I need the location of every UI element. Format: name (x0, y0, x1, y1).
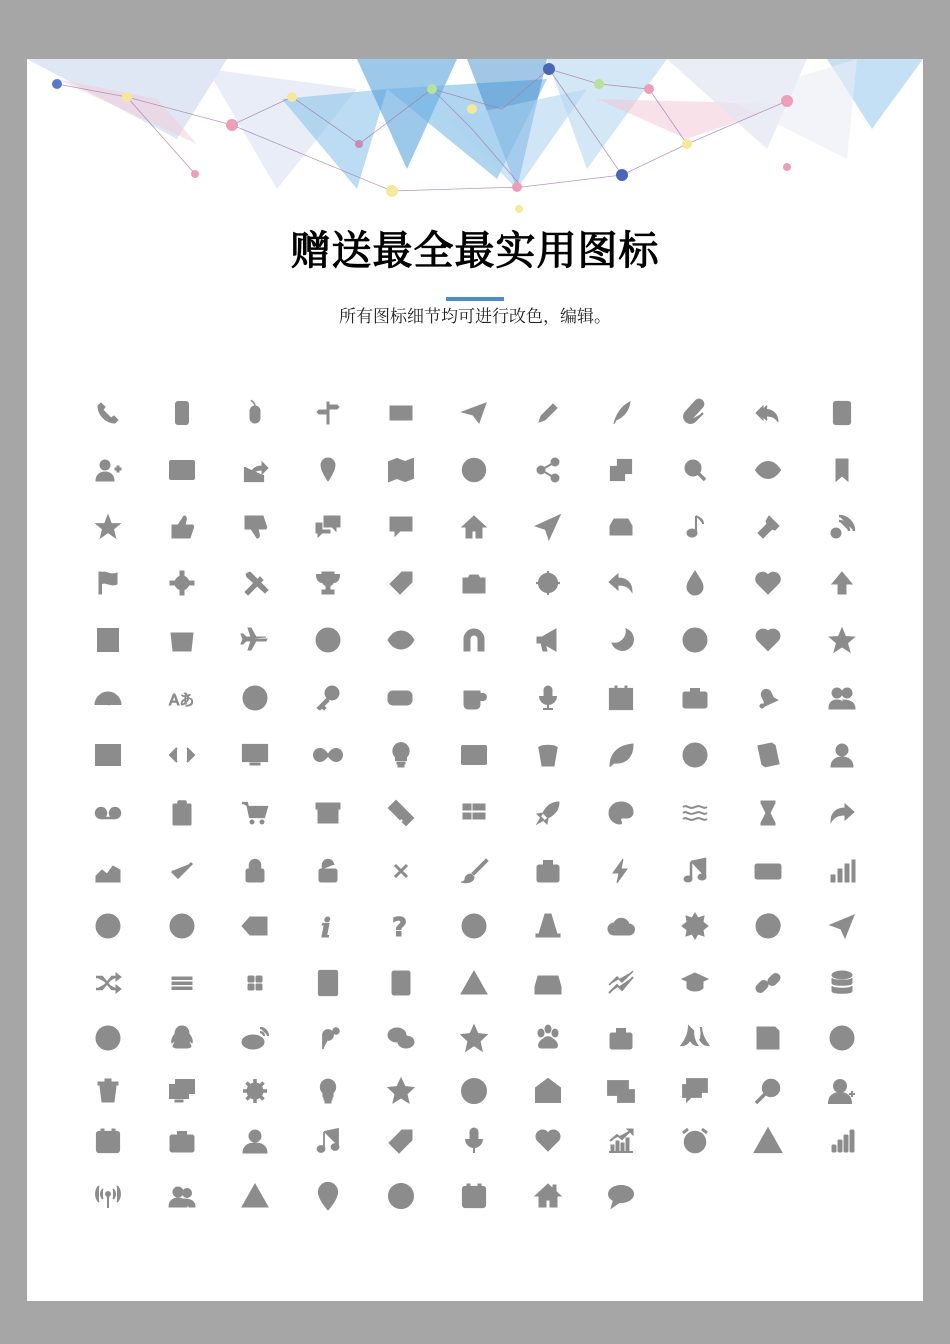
clipboard-icon (167, 798, 197, 828)
alarm-clock-icon (680, 1126, 710, 1156)
flag-icon (93, 568, 123, 598)
calendar-icon (606, 683, 636, 713)
flashlight-icon (753, 512, 783, 542)
svg-text:?: ? (392, 913, 408, 941)
monitor-icon (240, 740, 270, 770)
drive-icon (533, 968, 563, 998)
info-icon (313, 911, 343, 941)
screens-icon (167, 1076, 197, 1106)
weibo-icon (240, 1023, 270, 1053)
save-icon (753, 1023, 783, 1053)
group-icon (167, 1181, 197, 1211)
price-tag-icon (386, 1126, 416, 1156)
unlock-icon (313, 856, 343, 886)
cancel-circle-icon (93, 911, 123, 941)
user-add-icon (827, 1076, 857, 1106)
bell-icon (753, 683, 783, 713)
lifebuoy-icon (313, 625, 343, 655)
credit-card-icon (459, 740, 489, 770)
paperclip-icon (680, 398, 710, 428)
luggage-icon (533, 856, 563, 886)
poster-page (27, 59, 923, 1301)
check-icon (167, 856, 197, 886)
briefcase-icon (680, 683, 710, 713)
svg-text:i: i (321, 914, 331, 941)
chat-box-icon (680, 1076, 710, 1106)
palette-icon (606, 798, 636, 828)
drop-icon (680, 568, 710, 598)
warning-icon (459, 968, 489, 998)
location-icon (313, 1181, 343, 1211)
music-double-icon (313, 1126, 343, 1156)
camera-icon (459, 568, 489, 598)
map-icon (386, 455, 416, 485)
calendar-day-icon (93, 1126, 123, 1156)
eye-icon (386, 625, 416, 655)
bookmark-icon (827, 455, 857, 485)
key-icon (313, 683, 343, 713)
leaf-icon (606, 740, 636, 770)
magnet-icon (459, 625, 489, 655)
svg-text:1: 1 (104, 1139, 114, 1154)
ticket-icon (386, 798, 416, 828)
cog-icon (240, 1076, 270, 1106)
gear-icon (167, 568, 197, 598)
traffic-cone-icon (533, 911, 563, 941)
gauge-icon (93, 683, 123, 713)
basketball-icon (240, 683, 270, 713)
alert-triangle-icon (240, 1181, 270, 1211)
rss-icon (827, 512, 857, 542)
inbox-icon (606, 512, 636, 542)
reply-icon (606, 568, 636, 598)
hourglass-icon (753, 798, 783, 828)
home-icon (459, 512, 489, 542)
navigation-icon (533, 512, 563, 542)
growth-chart-icon (606, 1126, 636, 1156)
renren-icon (680, 1023, 710, 1053)
voicemail-icon (93, 798, 123, 828)
duplicate-icon (606, 455, 636, 485)
rocket-icon (533, 798, 563, 828)
archive-icon (313, 798, 343, 828)
star-outline-icon (93, 512, 123, 542)
question-icon (386, 911, 416, 941)
bulb-icon (313, 1076, 343, 1106)
medkit-icon (167, 1126, 197, 1156)
battery-charge-icon (386, 683, 416, 713)
mail-icon (386, 398, 416, 428)
user-card-icon (240, 1126, 270, 1156)
airplane-icon (240, 625, 270, 655)
tools-icon (240, 568, 270, 598)
disc-icon (680, 625, 710, 655)
thumbs-down-icon (240, 512, 270, 542)
target-icon (533, 568, 563, 598)
help-circle-icon (459, 911, 489, 941)
wechat-icon (386, 1023, 416, 1053)
map-pin-icon (313, 455, 343, 485)
code-icon (167, 740, 197, 770)
suitcase-icon (606, 1023, 636, 1053)
speech-icon (606, 1181, 636, 1211)
svg-text:Aあ: Aあ (169, 691, 195, 709)
chat-bubbles-icon (313, 512, 343, 542)
graduation-cap-icon (680, 968, 710, 998)
share-nodes-icon (533, 455, 563, 485)
arrow-up-icon (827, 568, 857, 598)
database-icon (827, 968, 857, 998)
heart-solid-icon (533, 1126, 563, 1156)
globe-icon (680, 740, 710, 770)
paper-plane-icon (459, 398, 489, 428)
infinity-icon (313, 740, 343, 770)
star-solid-icon (386, 1076, 416, 1106)
svg-text:!: ! (692, 920, 698, 934)
page-title: 赠送最全最实用图标 (290, 228, 660, 274)
phone-icon (93, 398, 123, 428)
browser-window-icon (93, 740, 123, 770)
translate-icon (167, 683, 197, 713)
clock-icon (827, 1023, 857, 1053)
cloud-flash-icon (606, 911, 636, 941)
bag-icon (167, 625, 197, 655)
waves-icon (680, 798, 710, 828)
music-note-icon (680, 512, 710, 542)
search-icon (753, 1076, 783, 1106)
mail-stack-icon (606, 1076, 636, 1106)
brush-icon (459, 856, 489, 886)
lightbulb-icon (386, 740, 416, 770)
flash-icon (606, 856, 636, 886)
heart-outline-icon (753, 625, 783, 655)
feather-icon (606, 398, 636, 428)
signal-icon (827, 1126, 857, 1156)
line-chart-icon (606, 968, 636, 998)
music-icon (680, 856, 710, 886)
trash-icon (93, 1076, 123, 1106)
signpost-icon (313, 398, 343, 428)
page-subtitle: 所有图标细节均可进行改色，编辑。 (339, 307, 611, 327)
house-icon (533, 1181, 563, 1211)
mic-icon (459, 1126, 489, 1156)
starburst-icon (680, 911, 710, 941)
chat-icon (386, 512, 416, 542)
qq-icon (167, 1023, 197, 1053)
star-icon (827, 625, 857, 655)
list-icon (459, 798, 489, 828)
send-icon (827, 911, 857, 941)
tag-icon (386, 568, 416, 598)
tablet-icon (827, 398, 857, 428)
heart-icon (753, 568, 783, 598)
alert-icon (753, 1126, 783, 1156)
contact-card-icon (167, 455, 197, 485)
date-icon (459, 1181, 489, 1211)
link-icon (753, 968, 783, 998)
lock-icon (240, 856, 270, 886)
close-icon (386, 856, 416, 886)
star-badge-icon (459, 1023, 489, 1053)
user-icon (827, 740, 857, 770)
microphone-icon (533, 683, 563, 713)
book-icon (753, 740, 783, 770)
forward-icon (827, 798, 857, 828)
text-file-icon (386, 968, 416, 998)
area-chart-icon (93, 856, 123, 886)
backspace-icon (240, 911, 270, 941)
pie-chart-icon (753, 911, 783, 941)
bucket-icon (533, 740, 563, 770)
globe-heart-icon (459, 1076, 489, 1106)
reply-all-icon (753, 398, 783, 428)
eye-refresh-icon (753, 455, 783, 485)
mouse-icon (240, 398, 270, 428)
svg-text:?: ? (468, 917, 479, 938)
keyboard-icon (753, 856, 783, 886)
moon-icon (606, 625, 636, 655)
aperture-icon (93, 1023, 123, 1053)
users-icon (827, 683, 857, 713)
antenna-icon (93, 1181, 123, 1211)
icon-grid (27, 59, 923, 1301)
megaphone-icon (533, 625, 563, 655)
thumbs-up-icon (167, 512, 197, 542)
bar-chart-icon (827, 856, 857, 886)
pinwheel-icon (313, 1023, 343, 1053)
compass-icon (459, 455, 489, 485)
menu-icon (167, 968, 197, 998)
trophy-icon (313, 568, 343, 598)
shuffle-icon (93, 968, 123, 998)
shopping-cart-icon (240, 798, 270, 828)
info-circle-icon (167, 911, 197, 941)
document-icon (313, 968, 343, 998)
add-user-icon (93, 455, 123, 485)
newspaper-icon (93, 625, 123, 655)
pencil-icon (533, 398, 563, 428)
envelope-open-icon (533, 1076, 563, 1106)
world-icon (386, 1181, 416, 1211)
grid-icon (240, 968, 270, 998)
baidu-paw-icon (533, 1023, 563, 1053)
mug-icon (459, 683, 489, 713)
smartphone-icon (167, 398, 197, 428)
magnifier-icon (680, 455, 710, 485)
share-icon (240, 455, 270, 485)
